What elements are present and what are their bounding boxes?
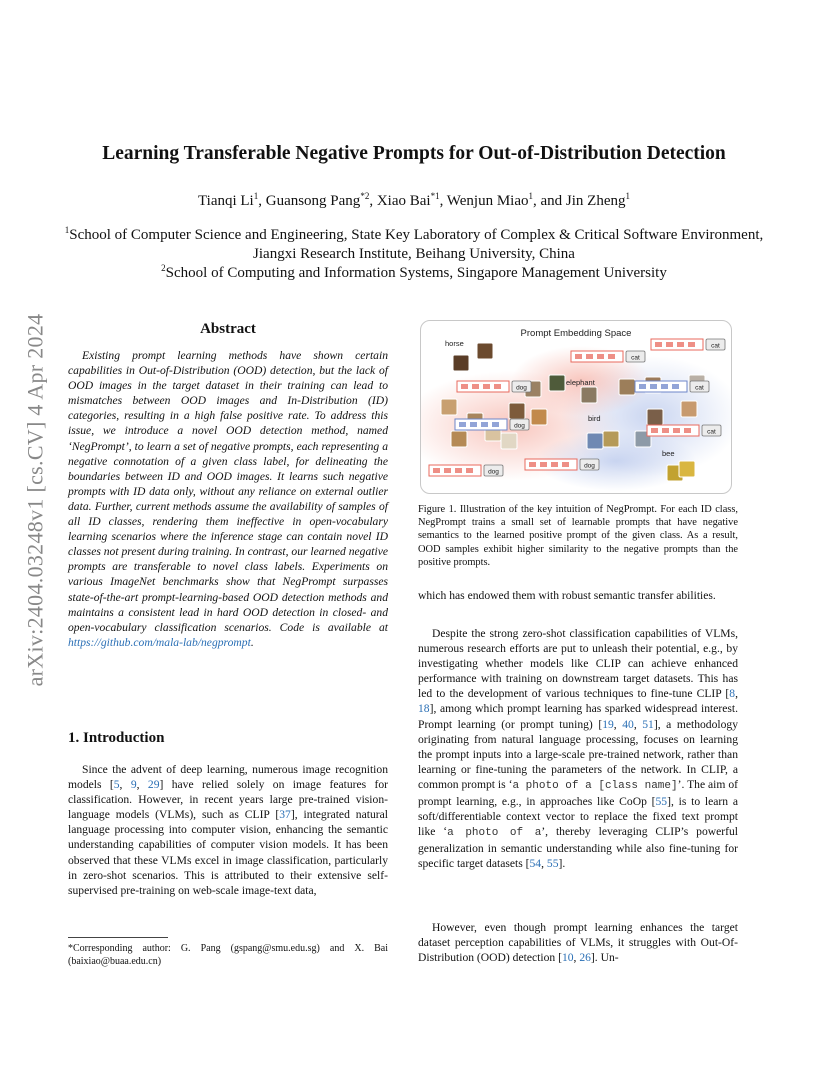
class-name-label: cat <box>711 342 720 350</box>
author-sup: 1 <box>625 191 630 201</box>
arxiv-id: arXiv:2404.03248v1 [cs.CV] 4 Apr 2024 <box>22 313 47 687</box>
class-label-bird: bird <box>588 414 601 423</box>
prompt-token <box>650 384 657 389</box>
prompt-token <box>608 354 615 359</box>
class-label-horse: horse <box>445 339 464 348</box>
prompt-token <box>494 384 501 389</box>
citation[interactable]: 54 <box>529 857 542 871</box>
class-name-label: dog <box>516 384 527 392</box>
prompt-token <box>492 422 499 427</box>
citation[interactable]: 55 <box>655 795 668 809</box>
prompt-token <box>472 384 479 389</box>
prompt-token <box>470 422 477 427</box>
affiliation-2: $^2$School of Computing and Information Systems, Singapore Management University <box>161 263 667 281</box>
prompt-token <box>459 422 466 427</box>
right-paragraph-continued: which has endowed them with robust semantic transfer abilities. <box>418 589 716 602</box>
prompt-token <box>666 342 673 347</box>
image-thumbnail <box>603 431 619 447</box>
figure-caption: Figure 1. Illustration of the key intuition of NegPrompt. For each ID class, NegPrompt trains a small set of learnable prompts that have negative semantics to the learned positive prompt of the given class. As a result, OOD samples exhibit higher similarity to the negative prompts than the positive prompts. <box>418 504 738 568</box>
image-thumbnail <box>681 401 697 417</box>
arxiv-stamp <box>14 290 56 710</box>
author-name: Wenjun Miao <box>446 193 529 209</box>
prompt-token <box>586 354 593 359</box>
prompt-token <box>688 342 695 347</box>
class-name-label: cat <box>707 428 716 436</box>
author-sup: 1 <box>253 191 259 201</box>
code-prompt: a photo of a <box>447 827 542 840</box>
citation[interactable]: 55 <box>546 857 559 871</box>
image-thumbnail <box>453 355 469 371</box>
prompt-token <box>461 384 468 389</box>
intro-paragraph: Since the advent of deep learning, numerous image recognition models [5, 9, 29] have relied solely on image features for classification. However, in recent years large pre-trained vision-language models (VLMs), such as CLIP [37], integrated natural language processing into computer vision, enhancing the semantic understanding capabilities of computer vision models. It has been observed that these VLMs excel in image classification, particularly in zero-shot scenarios. This is attributed to their extensive self-supervised pre-training on web-scale image-text data, <box>68 763 389 897</box>
image-thumbnail <box>619 379 635 395</box>
prompt-embedding-diagram <box>421 321 731 493</box>
prompt-token <box>483 384 490 389</box>
image-thumbnail <box>441 399 457 415</box>
author-sup: *1 <box>430 191 440 201</box>
prompt-token <box>662 428 669 433</box>
class-name-label: dog <box>584 462 595 470</box>
prompt-token <box>597 354 604 359</box>
paper-title: Learning Transferable Negative Prompts for Out-of-Distribution Detection <box>102 143 726 164</box>
citation[interactable]: 19 <box>602 717 614 731</box>
prompt-token <box>684 428 691 433</box>
code-prompt: a photo of a [class name] <box>512 779 678 792</box>
affiliations <box>60 226 768 283</box>
code-link[interactable]: https://github.com/mala-lab/negprompt <box>68 635 251 649</box>
class-label-elephant: elephant <box>566 378 595 387</box>
class-name-label: dog <box>488 468 499 476</box>
author-name: and Jin Zheng <box>540 193 626 209</box>
prompt-token <box>455 468 462 473</box>
footnote-rule <box>68 937 168 938</box>
class-name-label: cat <box>631 354 640 362</box>
author-name: Xiao Bai <box>376 193 431 209</box>
image-thumbnail <box>531 409 547 425</box>
citation[interactable]: 9 <box>130 778 137 792</box>
affiliation-1: $^1$School of Computer Science and Engineering, State Key Laboratory of Complex & Critical Software Environment, Jiangxi Research Institute, Beihang University, China <box>64 225 764 262</box>
footnote: *Corresponding author: G. Pang (gspang@smu.edu.sg) and X. Bai (baixiao@buaa.edu.cn) <box>68 943 388 967</box>
citation[interactable]: 5 <box>113 778 120 792</box>
image-thumbnail <box>581 387 597 403</box>
citation[interactable]: 40 <box>622 717 634 731</box>
class-label-bee: bee <box>662 449 675 458</box>
prompt-token <box>481 422 488 427</box>
author-sup: 1 <box>528 191 533 201</box>
prompt-token <box>673 428 680 433</box>
author-name: Tianqi Li <box>198 193 254 209</box>
abstract-heading: Abstract <box>200 321 256 337</box>
citation[interactable]: 10 <box>561 951 574 965</box>
figure-title: Prompt Embedding Space <box>520 328 632 339</box>
image-thumbnail <box>451 431 467 447</box>
prompt-token <box>444 468 451 473</box>
image-thumbnail <box>679 461 695 477</box>
prompt-token <box>551 462 558 467</box>
image-thumbnail <box>477 343 493 359</box>
right-paragraph-prompt-learning: Despite the strong zero-shot classification capabilities of VLMs, numerous research efforts are put to unleash their potential, e.g., by investigating whether models like CLIP can achieve enhanced performance with training on downstream target datasets. This has led to the development of various techniques to fine-tune CLIP [8, 18], among which prompt learning has sparked widespread interest. Prompt learning (or prompt tuning) [19, 40, 51], a methodology originating from natural language processing, focuses on learning the prompt inputs into a large-scale pre-trained network, rather than learning or fine-tuning the parameters of the network. In CLIP, a common prompt is ‘a photo of a [class name]’. The aim of prompt learning, e.g., in approaches like CoOp [55], is to learn a soft/differentiable context vector to replace the fixed text prompt like ‘a photo of a’, thereby leveraging CLIP’s powerful generalization in semantic understanding while also fine-tuning for specific target datasets [54, 55]. <box>418 627 739 871</box>
prompt-token <box>433 468 440 473</box>
image-thumbnail <box>501 433 517 449</box>
right-paragraph-ood: However, even though prompt learning enhances the target dataset perception capabilities of VLMs, it struggles with Out-Of-Distribution (OOD) detection [10, 26]. Un- <box>418 921 738 965</box>
figure-1 <box>420 320 732 494</box>
image-thumbnail <box>549 375 565 391</box>
abstract-text: Existing prompt learning methods have shown certain capabilities in Out-of-Distribution (OOD) detection, but the lack of OOD images in the target dataset in their training can lead to mismatches between OOD images and In-Distribution (ID) categories, resulting in a high false positive rate. To address this issue, we introduce a novel OOD detection method, named ‘NegPrompt’, to learn a set of negative prompts, each representing a negative connotation of a given class label, for delineating the boundaries between ID and OOD images. It learns such negative prompts with ID data only, without any reliance on external outlier data. Further, current methods assume the availability of samples of all ID classes, rendering them ineffective in open-vocabulary learning scenarios where the inference stage can contain novel ID classes not present during training. In contrast, our learned negative prompts are transferable to novel class labels. Experiments on various ImageNet benchmarks show that NegPrompt surpasses state-of-the-art prompt-learning-based OOD detection methods and maintains a consistent lead in hard OOD detection in closed- and open-vocabulary classification scenarios. Code is available at https://github.com/mala-lab/negprompt. <box>68 349 388 649</box>
prompt-token <box>655 342 662 347</box>
class-name-label: cat <box>695 384 704 392</box>
author-sup: *2 <box>360 191 370 201</box>
prompt-token <box>651 428 658 433</box>
citation[interactable]: 18 <box>418 702 430 716</box>
author-list: Tianqi Li$^1$, Guansong Pang$^{*2}$, Xiao Bai$^{*1}$, Wenjun Miao$^1$, and Jin Zheng$^1$ <box>198 191 630 209</box>
class-name-label: dog <box>514 422 525 430</box>
prompt-token <box>661 384 668 389</box>
prompt-token <box>639 384 646 389</box>
image-thumbnail <box>647 409 663 425</box>
prompt-token <box>540 462 547 467</box>
image-thumbnail <box>509 403 525 419</box>
image-thumbnail <box>587 433 603 449</box>
section-heading-introduction: 1. Introduction <box>68 730 165 746</box>
prompt-token <box>575 354 582 359</box>
citation[interactable]: 29 <box>147 778 160 792</box>
prompt-token <box>562 462 569 467</box>
citation[interactable]: 37 <box>279 808 291 822</box>
prompt-token <box>466 468 473 473</box>
prompt-token <box>672 384 679 389</box>
prompt-token <box>529 462 536 467</box>
author-name: Guansong Pang <box>265 193 361 209</box>
citation[interactable]: 26 <box>579 951 591 965</box>
citation[interactable]: 51 <box>642 717 654 731</box>
prompt-token <box>677 342 684 347</box>
citation[interactable]: 8 <box>729 687 736 701</box>
